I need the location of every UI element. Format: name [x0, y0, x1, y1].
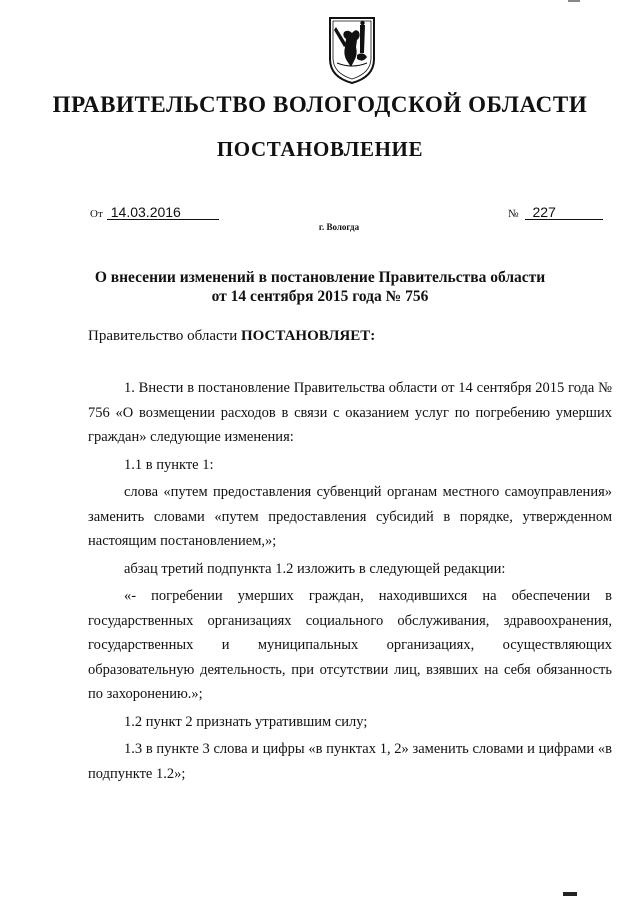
city-label: г. Вологда: [318, 222, 360, 232]
paragraph-1-1: 1.1 в пункте 1:: [124, 456, 214, 473]
paragraph-words-replacement: слова «путем предоставления субвенций органам местного самоуправления» заменить словами «путем предоставления субсидий в порядке, утвержденном настоящим постановлением,»;: [88, 484, 612, 549]
decree-verb: ПОСТАНОВЛЯЕТ:: [240, 328, 376, 344]
number-value: 227: [525, 205, 603, 220]
number-field: [508, 205, 603, 220]
document-subject: [60, 268, 580, 306]
number-prefix: №: [508, 208, 519, 220]
paragraph-quote: «- погребении умерших граждан, находившихся на обеспечении в государственных организациях социального обслуживания, здравоохранения, государственных и муниципальных организациях, осуществляющих образовательную деятельность, при отсутствии лиц, взявших на себя обязанность по захоронению.»;: [88, 588, 612, 702]
document-body: [88, 376, 612, 789]
government-title: ПРАВИТЕЛЬСТВО ВОЛОГОДСКОЙ ОБЛАСТИ: [52, 92, 588, 117]
vologda-coat-of-arms-icon: [327, 15, 377, 85]
subject-line-1: О внесении изменений в постановление Правительства области: [94, 269, 546, 286]
date-prefix: От: [90, 208, 103, 220]
decree-statement: [88, 328, 375, 345]
scan-mark-top: [568, 0, 580, 2]
paragraph-1-2: 1.2 пункт 2 признать утратившим силу;: [124, 713, 368, 730]
paragraph-1-3: 1.3 в пункте 3 слова и цифры «в пунктах 1, 2» заменить словами и цифрами «в подпункте 1.2»;: [88, 741, 612, 782]
subject-line-2: от 14 сентября 2015 года № 756: [211, 288, 429, 305]
date-value: 14.03.2016: [107, 205, 219, 220]
scan-mark-bottom: [563, 892, 577, 896]
paragraph-1: 1. Внести в постановление Правительства области от 14 сентября 2015 года № 756 «О возмещении расходов в связи с оказанием услуг по погребению умерших граждан» следующие изменения:: [88, 380, 612, 445]
paragraph-abzac: абзац третий подпункта 1.2 изложить в следующей редакции:: [124, 560, 506, 577]
date-field: [90, 205, 219, 220]
document-type: ПОСТАНОВЛЕНИЕ: [216, 137, 424, 161]
decree-prefix: Правительство области: [88, 328, 238, 344]
